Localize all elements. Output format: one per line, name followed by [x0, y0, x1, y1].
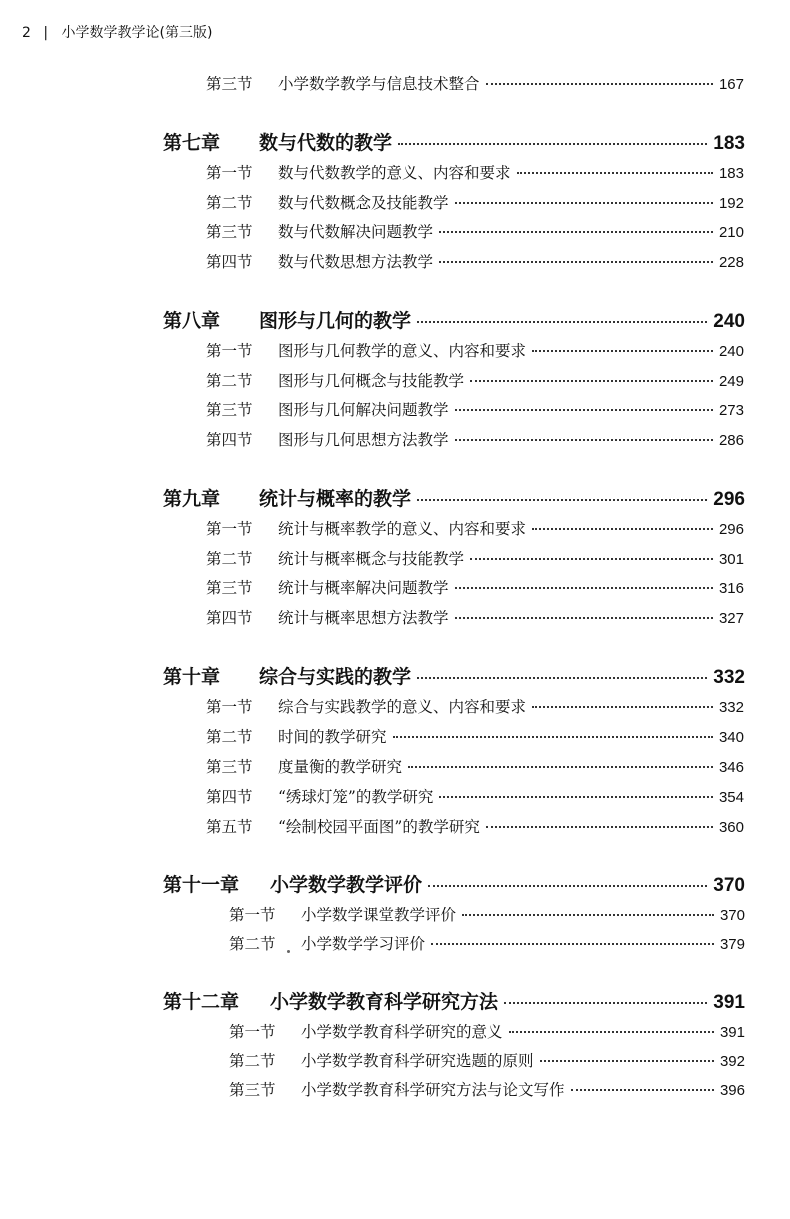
section-number: 第三节	[206, 75, 253, 93]
chapter-number: 第十二章	[163, 991, 240, 1013]
section-page-number: 332	[718, 699, 744, 716]
dot-leader	[439, 796, 713, 798]
dot-leader	[486, 83, 713, 85]
chapter-title: 小学数学教育科学研究方法	[270, 991, 499, 1013]
section-number: 第三节	[206, 401, 253, 419]
section-number: 第三节	[229, 1081, 276, 1099]
dot-leader	[540, 1060, 714, 1062]
toc-entry-section[interactable]	[206, 220, 744, 242]
section-title: 图形与几何概念与技能教学	[278, 372, 465, 390]
dot-leader	[532, 706, 713, 708]
dot-leader	[504, 1002, 707, 1004]
dot-leader	[398, 143, 707, 145]
toc-entry-section[interactable]	[206, 250, 744, 272]
section-number: 第二节	[206, 372, 253, 390]
chapter-number: 第七章	[163, 132, 221, 154]
toc-entry-chapter[interactable]	[163, 306, 745, 333]
toc-entry-section[interactable]	[206, 369, 744, 391]
dot-leader	[417, 321, 707, 323]
section-page-number: 340	[718, 729, 744, 746]
dot-leader	[439, 231, 713, 233]
section-number: 第二节	[206, 194, 253, 212]
toc-entry-section[interactable]	[206, 785, 744, 807]
section-number: 第一节	[206, 698, 253, 716]
section-title: 度量衡的教学研究	[278, 758, 403, 776]
section-page-number: 286	[718, 432, 744, 449]
section-page-number: 370	[719, 907, 745, 924]
section-page-number: 240	[718, 343, 744, 360]
chapter-page-number: 240	[713, 311, 745, 332]
dot-leader	[571, 1089, 714, 1091]
toc-entry-section[interactable]	[206, 576, 744, 598]
section-page-number: 183	[718, 165, 744, 182]
section-number: 第五节	[206, 818, 253, 836]
section-number: 第二节	[229, 935, 276, 953]
section-title: 统计与概率概念与技能教学	[278, 550, 465, 568]
section-page-number: 327	[718, 610, 744, 627]
dot-leader	[455, 202, 713, 204]
toc-entry-section[interactable]	[206, 755, 744, 777]
section-title: 数与代数思想方法教学	[278, 253, 434, 271]
section-title: 图形与几何思想方法教学	[278, 431, 449, 449]
section-number: 第四节	[206, 431, 253, 449]
section-page-number: 360	[718, 819, 744, 836]
dot-leader	[455, 409, 713, 411]
toc-entry-section[interactable]	[229, 1078, 745, 1100]
section-page-number: 249	[718, 373, 744, 390]
header-separator: |	[43, 25, 49, 41]
dot-leader	[470, 558, 713, 560]
toc-entry-section[interactable]	[206, 72, 744, 94]
toc-entry-section[interactable]	[206, 191, 744, 213]
section-number: 第四节	[206, 788, 253, 806]
section-title: “绣球灯笼”的教学研究	[278, 788, 434, 806]
toc-entry-section[interactable]	[206, 695, 744, 717]
section-title: 统计与概率教学的意义、内容和要求	[278, 520, 527, 538]
section-title: 小学数学教育科学研究的意义	[301, 1023, 503, 1041]
section-title: 数与代数解决问题教学	[278, 223, 434, 241]
dot-leader	[455, 617, 713, 619]
section-title: 综合与实践教学的意义、内容和要求	[278, 698, 527, 716]
toc-entry-section[interactable]	[206, 815, 744, 837]
chapter-title: 图形与几何的教学	[259, 310, 412, 332]
section-page-number: 346	[718, 759, 744, 776]
dot-leader	[417, 499, 707, 501]
page-number: 2	[22, 25, 31, 41]
section-page-number: 210	[718, 224, 744, 241]
toc-entry-section[interactable]	[206, 339, 744, 361]
chapter-number: 第十章	[163, 666, 221, 688]
section-number: 第四节	[206, 253, 253, 271]
dot-leader	[470, 380, 713, 382]
section-number: 第四节	[206, 609, 253, 627]
dot-leader	[439, 261, 713, 263]
section-number: 第一节	[206, 164, 253, 182]
section-title: 小学数学教学与信息技术整合	[278, 75, 480, 93]
toc-entry-section[interactable]	[206, 161, 744, 183]
toc-entry-section[interactable]	[229, 1049, 745, 1071]
print-speck	[287, 950, 290, 953]
section-number: 第二节	[206, 728, 253, 746]
chapter-title: 统计与概率的教学	[259, 488, 412, 510]
chapter-number: 第九章	[163, 488, 221, 510]
section-page-number: 273	[718, 402, 744, 419]
chapter-page-number: 332	[713, 667, 745, 688]
section-title: 小学数学教育科学研究方法与论文写作	[301, 1081, 565, 1099]
section-number: 第三节	[206, 579, 253, 597]
toc-entry-chapter[interactable]	[163, 128, 745, 155]
section-number: 第一节	[229, 906, 276, 924]
toc-entry-section[interactable]	[206, 428, 744, 450]
toc-entry-section[interactable]	[206, 547, 744, 569]
section-number: 第三节	[206, 223, 253, 241]
chapter-number: 第八章	[163, 310, 221, 332]
dot-leader	[455, 587, 713, 589]
chapter-title: 数与代数的教学	[259, 132, 393, 154]
section-title: 数与代数概念及技能教学	[278, 194, 449, 212]
dot-leader	[408, 766, 713, 768]
toc-entry-section[interactable]	[206, 517, 744, 539]
toc-entry-section[interactable]	[206, 398, 744, 420]
dot-leader	[455, 439, 713, 441]
dot-leader	[417, 677, 707, 679]
toc-entry-chapter[interactable]	[163, 662, 745, 689]
dot-leader	[486, 826, 713, 828]
section-title: 数与代数教学的意义、内容和要求	[278, 164, 511, 182]
section-title: 图形与几何教学的意义、内容和要求	[278, 342, 527, 360]
section-number: 第一节	[206, 520, 253, 538]
section-title: 小学数学教育科学研究选题的原则	[301, 1052, 534, 1070]
section-page-number: 391	[719, 1024, 745, 1041]
section-number: 第二节	[229, 1052, 276, 1070]
book-title: 小学数学教学论(第三版)	[61, 25, 213, 41]
section-number: 第二节	[206, 550, 253, 568]
dot-leader	[532, 528, 713, 530]
toc-entry-section[interactable]	[206, 606, 744, 628]
chapter-title: 小学数学教学评价	[270, 874, 423, 896]
section-page-number: 228	[718, 254, 744, 271]
section-title: 图形与几何解决问题教学	[278, 401, 449, 419]
chapter-page-number: 370	[713, 875, 745, 896]
dot-leader	[532, 350, 713, 352]
section-title: 时间的教学研究	[278, 728, 387, 746]
toc-entry-section[interactable]	[229, 932, 745, 954]
section-page-number: 167	[718, 76, 744, 93]
section-page-number: 354	[718, 789, 744, 806]
dot-leader	[509, 1031, 714, 1033]
dot-leader	[431, 943, 714, 945]
section-page-number: 316	[718, 580, 744, 597]
section-number: 第三节	[206, 758, 253, 776]
chapter-page-number: 296	[713, 489, 745, 510]
section-page-number: 301	[718, 551, 744, 568]
chapter-page-number: 183	[713, 133, 745, 154]
section-page-number: 296	[718, 521, 744, 538]
dot-leader	[393, 736, 713, 738]
section-title: 小学数学学习评价	[301, 935, 426, 953]
chapter-number: 第十一章	[163, 874, 240, 896]
toc-entry-section[interactable]	[229, 903, 745, 925]
section-page-number: 392	[719, 1053, 745, 1070]
section-number: 第一节	[229, 1023, 276, 1041]
chapter-title: 综合与实践的教学	[259, 666, 412, 688]
section-page-number: 192	[718, 195, 744, 212]
section-title: 小学数学课堂教学评价	[301, 906, 457, 924]
chapter-page-number: 391	[713, 992, 745, 1013]
section-number: 第一节	[206, 342, 253, 360]
toc-entry-chapter[interactable]	[163, 870, 745, 897]
section-title: “绘制校园平面图”的教学研究	[278, 818, 480, 836]
dot-leader	[428, 885, 707, 887]
section-page-number: 396	[719, 1082, 745, 1099]
section-title: 统计与概率思想方法教学	[278, 609, 449, 627]
dot-leader	[517, 172, 713, 174]
running-header	[22, 22, 212, 42]
section-page-number: 379	[719, 936, 745, 953]
toc-entry-section[interactable]	[229, 1020, 745, 1042]
toc-entry-chapter[interactable]	[163, 987, 745, 1014]
toc-entry-chapter[interactable]	[163, 484, 745, 511]
section-title: 统计与概率解决问题教学	[278, 579, 449, 597]
dot-leader	[462, 914, 714, 916]
toc-entry-section[interactable]	[206, 725, 744, 747]
